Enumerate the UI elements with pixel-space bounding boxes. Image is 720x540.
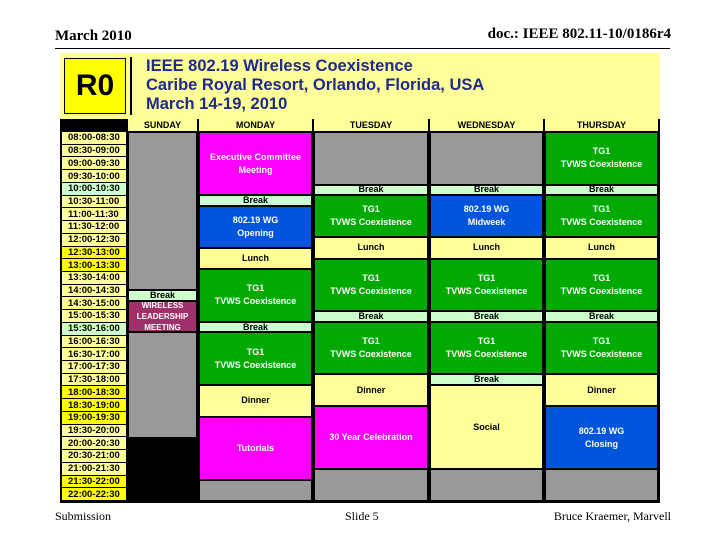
session-tg1-tvws-coexistence: TG1 TVWS Coexistence [431,323,542,374]
session-lunch: Lunch [200,249,311,268]
time-slot: 19:30-20:00 [62,425,126,437]
session-break: Break [546,312,657,321]
time-slot: 08:30-09:00 [62,145,126,157]
session-dinner: Dinner [546,375,657,405]
session-break: Break [315,186,427,195]
meeting-schedule [60,53,660,503]
time-slot: 18:00-18:30 [62,386,126,398]
time-slot: 08:00-08:30 [62,132,126,144]
session-lunch: Lunch [546,238,657,257]
time-slot: 11:30-12:00 [62,221,126,233]
time-slot: 17:30-18:00 [62,374,126,386]
time-slot: 14:00-14:30 [62,285,126,297]
session-tg1-tvws-coexistence: TG1 TVWS Coexistence [546,260,657,311]
time-slot: 21:30-22:00 [62,476,126,488]
session-empty [546,470,657,500]
time-slot: 15:30-16:00 [62,323,126,335]
time-slot: 12:30-13:00 [62,247,126,259]
header-divider [55,48,670,49]
session-break: Break [315,312,427,321]
time-slot: 13:00-13:30 [62,259,126,271]
session-empty [315,133,427,184]
time-slot: 18:30-19:00 [62,399,126,411]
session-tg1-tvws-coexistence: TG1 TVWS Coexistence [315,196,427,236]
day-header-monday: MONDAY [199,119,312,131]
session-tg1-tvws-coexistence: TG1 TVWS Coexistence [546,196,657,236]
session-empty [315,470,427,500]
time-slot: 15:00-15:30 [62,310,126,322]
session-break: Break [200,323,311,332]
session-executive-committee-meeting: Executive Committee Meeting [200,133,311,194]
session-tg1-tvws-coexistence: TG1 TVWS Coexistence [431,260,542,311]
schedule-title: IEEE 802.19 Wireless Coexistence Caribe Royal Resort, Orlando, Florida, USA March 14-19, 2010 [146,57,485,113]
session-lunch: Lunch [431,238,542,257]
session-lunch: Lunch [315,238,427,257]
footer-author: Bruce Kraemer, Marvell [553,509,671,523]
time-slot: 16:30-17:00 [62,348,126,360]
day-header-wednesday: WEDNESDAY [430,119,543,131]
time-slot: 10:00-10:30 [62,183,126,195]
session-social: Social [431,386,542,468]
time-slot: 13:30-14:00 [62,272,126,284]
time-slot: 19:00-19:30 [62,412,126,424]
day-header-sunday: SUNDAY [128,119,197,131]
session-802-19-wg-midweek: 802.19 WG Midweek [431,196,542,236]
schedule-grid [60,53,660,503]
session-break: Break [431,186,542,195]
session-tg1-tvws-coexistence: TG1 TVWS Coexistence [546,133,657,184]
time-slot: 12:00-12:30 [62,234,126,246]
session-tutorials: Tutorials [200,418,311,479]
footer-slide-number: Slide 5 [345,509,379,523]
session-802-19-wg-opening: 802.19 WG Opening [200,207,311,247]
session-break: Break [546,186,657,195]
session-tg1-tvws-coexistence: TG1 TVWS Coexistence [315,323,427,374]
header-doc-id: doc.: IEEE 802.11-10/0186r4 [487,26,671,42]
session-802-19-wg-closing: 802.19 WG Closing [546,407,657,468]
session-break: Break [129,291,196,300]
day-header-tuesday: TUESDAY [314,119,428,131]
revision-badge: R0 [64,58,126,114]
header-date: March 2010 [55,28,132,44]
footer-submission: Submission [55,509,112,523]
time-slot: 16:00-16:30 [62,336,126,348]
session-empty [431,470,542,500]
session-break: Break [431,312,542,321]
session-tg1-tvws-coexistence: TG1 TVWS Coexistence [546,323,657,374]
time-slot: 22:00-22:30 [62,488,126,500]
time-slot: 17:00-17:30 [62,361,126,373]
session-empty [129,333,196,436]
session-dinner: Dinner [315,375,427,405]
time-slot: 14:30-15:00 [62,297,126,309]
session-tg1-tvws-coexistence: TG1 TVWS Coexistence [200,270,311,321]
session-break: Break [200,196,311,205]
time-slot: 21:00-21:30 [62,463,126,475]
session-tg1-tvws-coexistence: TG1 TVWS Coexistence [200,333,311,384]
time-slot: 20:30-21:00 [62,450,126,462]
session-30-year-celebration: 30 Year Celebration [315,407,427,468]
day-header-thursday: THURSDAY [545,119,658,131]
time-slot: 20:00-20:30 [62,437,126,449]
session-empty [129,133,196,289]
session-empty [200,481,311,500]
session-empty [431,133,542,184]
time-slot: 09:30-10:00 [62,170,126,182]
session-break: Break [431,375,542,384]
time-slot: 11:00-11:30 [62,208,126,220]
session-wireless-leadership-meeting: WIRELESS LEADERSHIP MEETING [129,302,196,332]
session-tg1-tvws-coexistence: TG1 TVWS Coexistence [315,260,427,311]
time-slot: 09:00-09:30 [62,157,126,169]
session-dinner: Dinner [200,386,311,416]
time-slot: 10:30-11:00 [62,196,126,208]
